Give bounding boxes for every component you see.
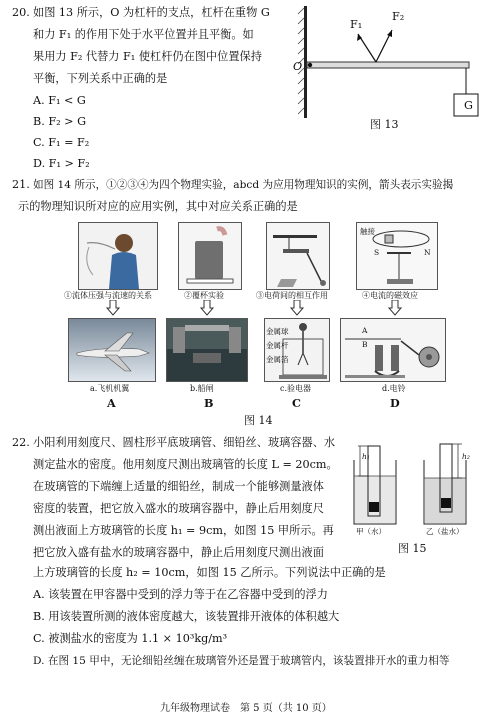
arrow-down-a xyxy=(106,300,120,316)
experiment-2-image xyxy=(178,222,242,290)
application-d-tag-a: A xyxy=(362,326,368,335)
experiment-4-tag-s: S xyxy=(374,248,380,257)
figure-13-lever xyxy=(296,4,480,124)
q20-number: 20. xyxy=(12,6,30,19)
figure-13-label-g: G xyxy=(464,99,473,112)
q22-line-7: 上方玻璃管的长度 h₂ = 10cm，如图 15 乙所示。下列说法中正确的是 xyxy=(33,566,386,579)
application-d-image xyxy=(340,318,446,382)
q20-line-3: 果用力 F₂ 代替力 F₁ 使杠杆仍在图中位置保持 xyxy=(33,50,262,63)
figure-15-label-h2: h₂ xyxy=(462,452,470,461)
experiment-1-label: ①流体压强与流速的关系 xyxy=(64,291,152,300)
application-c-tag-rod: 金属杆 xyxy=(266,341,289,350)
q20-option-a: A. F₁ < G xyxy=(33,94,86,107)
application-b-label: b.船闸 xyxy=(190,384,214,393)
q22-line-1: 小阳利用刻度尺、圆柱形平底玻璃管、细铅丝、玻璃容器、水 xyxy=(33,436,336,449)
arrow-down-d xyxy=(388,300,402,316)
arrow-down-c xyxy=(290,300,304,316)
q20-option-d: D. F₁ > F₂ xyxy=(33,157,90,170)
choice-d: D xyxy=(390,396,400,410)
figure-13-label-o: O xyxy=(293,60,303,73)
application-d-tag-b: B xyxy=(362,340,368,349)
experiment-4-tag-n: N xyxy=(424,248,431,257)
application-a-label: a.飞机机翼 xyxy=(90,384,130,393)
application-d-label: d.电铃 xyxy=(382,384,406,393)
q22-line-2: 测定盐水的密度。他用刻度尺测出玻璃管的长度 L = 20cm。 xyxy=(33,458,338,471)
figure-14-caption: 图 14 xyxy=(244,414,273,427)
figure-13-label-f1: F₁ xyxy=(350,18,363,31)
arrow-down-b xyxy=(200,300,214,316)
choice-b: B xyxy=(204,396,214,410)
figure-15-label-yi: 乙（盐水） xyxy=(426,527,464,536)
choice-c: C xyxy=(292,396,301,410)
q20-line-1: 如图 13 所示，O 为杠杆的支点，杠杆在重物 G xyxy=(33,6,270,19)
application-c-label: c.验电器 xyxy=(280,384,312,393)
experiment-2-label: ②覆杯实验 xyxy=(184,291,224,300)
q22-line-4: 密度的装置，把它放入盛水的玻璃容器中，静止后用刻度尺 xyxy=(33,502,324,515)
application-a-image xyxy=(68,318,156,382)
q20-line-2: 和力 F₁ 的作用下处于水平位置并且平衡。如 xyxy=(33,28,254,41)
q22-option-a: A. 该装置在甲容器中受到的浮力等于在乙容器中受到的浮力 xyxy=(33,588,328,601)
q21-number: 21. xyxy=(12,178,30,191)
q22-line-5: 测出液面上方玻璃管的长度 h₁ = 9cm，如图 15 甲所示。再 xyxy=(33,524,334,537)
q20-option-c: C. F₁ = F₂ xyxy=(33,136,90,149)
q22-line-3: 在玻璃管的下端缠上适量的细铅丝，制成一个能够测量液体 xyxy=(33,480,324,493)
experiment-4-tag-touch: 触接 xyxy=(360,227,375,236)
q21-line-1: 如图 14 所示，①②③④为四个物理实验，abcd 为应用物理知识的实例，箭头表示实验揭 xyxy=(33,179,454,191)
q22-option-b: B. 用该装置所测的液体密度越大，该装置排开液体的体积越大 xyxy=(33,610,340,623)
figure-15-label-h1: h₁ xyxy=(362,452,370,461)
q22-line-6: 把它放入盛有盐水的玻璃容器中，静止后用刻度尺测出液面 xyxy=(33,546,324,559)
experiment-3-label: ③电荷间的相互作用 xyxy=(256,291,328,300)
q22-option-c: C. 被测盐水的密度为 1.1 × 10³kg/m³ xyxy=(33,632,228,645)
figure-15-caption: 图 15 xyxy=(398,542,427,555)
experiment-3-image xyxy=(266,222,330,290)
figure-15-label-jia: 甲（水） xyxy=(356,527,386,536)
choice-a: A xyxy=(107,396,116,410)
experiment-4-label: ④电流的磁效应 xyxy=(362,291,418,300)
application-c-tag-foil: 金属箔 xyxy=(266,355,289,364)
q20-option-b: B. F₂ > G xyxy=(33,115,87,128)
q22-option-d: D. 在图 15 甲中，无论细铅丝缠在玻璃管外还是置于玻璃管内，该装置排开水的重力相等 xyxy=(33,655,450,667)
application-c-tag-ball: 金属球 xyxy=(266,327,289,336)
application-b-image xyxy=(166,318,248,382)
figure-13-label-f2: F₂ xyxy=(392,10,405,23)
q22-number: 22. xyxy=(12,436,30,449)
experiment-1-image xyxy=(78,222,158,290)
q20-line-4: 平衡，下列关系中正确的是 xyxy=(33,72,168,85)
q21-line-2: 示的物理知识所对应的应用实例，其中对应关系正确的是 xyxy=(18,200,298,213)
figure-13-caption: 图 13 xyxy=(370,118,399,131)
page-footer: 九年级物理试卷 第 5 页（共 10 页） xyxy=(160,703,332,714)
